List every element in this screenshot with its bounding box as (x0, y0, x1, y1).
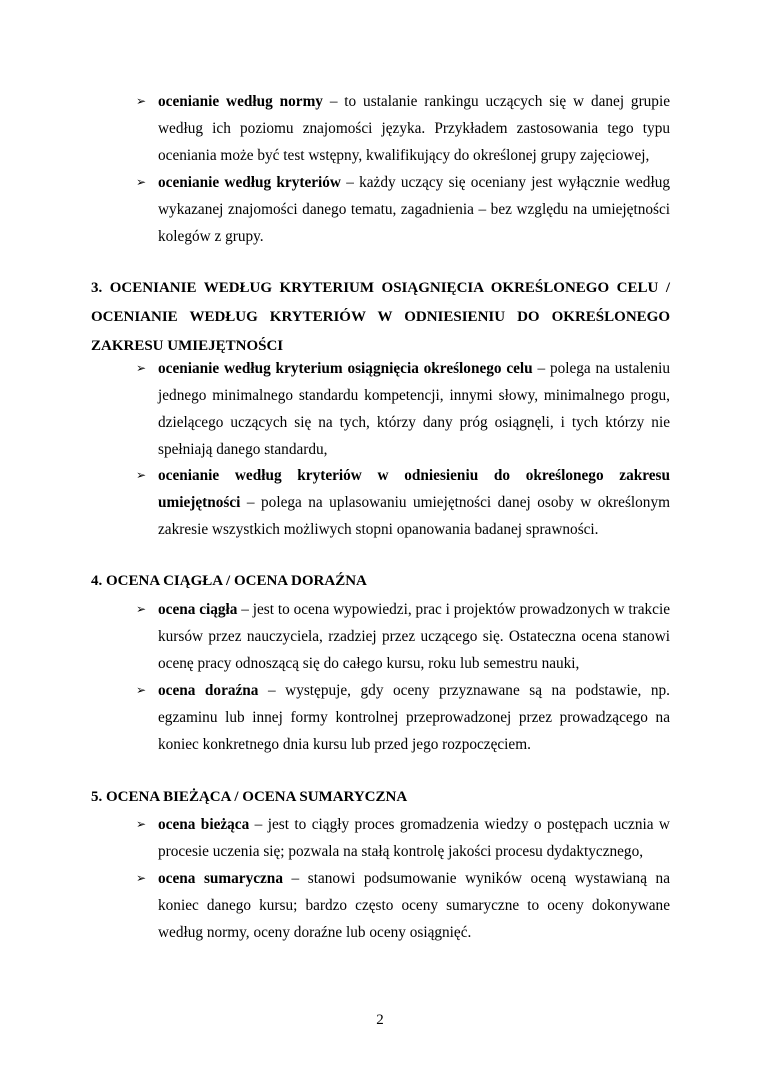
bullet-term: ocenianie według kryteriów (158, 174, 341, 191)
arrow-bullet-icon: ➢ (136, 94, 147, 108)
page-number: 2 (376, 1012, 384, 1028)
bullet-term: ocenianie według normy (158, 93, 323, 110)
bullet-current (136, 811, 670, 865)
arrow-bullet-icon: ➢ (136, 602, 147, 616)
bullet-text: – to ustalanie rankingu uczących się w danej grupie według ich poziomu znajomości języka. Przykładem zastosowania tego typu oceniania może być test wstępny, kwalifikujący do określonej grupy zajęciowej, (158, 93, 670, 164)
bullet-term: ocenianie według kryterium osiągnięcia określonego celu (158, 360, 533, 377)
bullet-term: ocena doraźna (158, 682, 259, 699)
arrow-bullet-icon: ➢ (136, 175, 147, 189)
bullet-criteria (136, 169, 670, 250)
bullet-norm (136, 88, 670, 169)
arrow-bullet-icon: ➢ (136, 468, 147, 482)
bullet-range-criteria (136, 462, 670, 543)
bullet-summative (136, 865, 670, 946)
arrow-bullet-icon: ➢ (136, 871, 147, 885)
section-4-heading: 4. OCENA CIĄGŁA / OCENA DORAŹNA (91, 573, 367, 589)
arrow-bullet-icon: ➢ (136, 683, 147, 697)
bullet-text: – jest to ocena wypowiedzi, prac i projektów prowadzonych w trakcie kursów przez nauczyciela, rzadziej przez uczącego się. Ostateczna ocena stanowi ocenę pracy odnoszącą się do całego kursu, roku lub semestru nauki, (158, 601, 670, 672)
bullet-text: – polega na uplasowaniu umiejętności danej osoby w określonym zakresie wszystkich możliwych stopni opanowania badanej sprawności. (158, 494, 670, 538)
arrow-bullet-icon: ➢ (136, 361, 147, 375)
bullet-goal-criterion (136, 355, 670, 463)
bullet-ad-hoc (136, 677, 670, 758)
bullet-text: – polega na ustaleniu jednego minimalnego standardu kompetencji, innymi słowy, minimalnego progu, dzielącego uczących się na tych, którzy dany próg osiągnęli, i tych którzy nie spełniają danego standardu, (158, 360, 670, 458)
bullet-term: ocena sumaryczna (158, 870, 283, 887)
bullet-text: – występuje, gdy oceny przyznawane są na podstawie, np. egzaminu lub innej formy kontrolnej przeprowadzonej przez prowadzącego na koniec konkretnego dnia kursu lub przed jego rozpoczęciem. (158, 682, 670, 753)
bullet-term: ocena bieżąca (158, 816, 250, 833)
bullet-text: – jest to ciągły proces gromadzenia wiedzy o postępach ucznia w procesie uczenia się; pozwala na stałą kontrolę jakości procesu dydaktycznego, (158, 816, 670, 860)
bullet-continuous (136, 596, 670, 677)
bullet-term: ocenianie według kryteriów w odniesieniu do określonego zakresu umiejętności (158, 467, 670, 511)
bullet-text: – stanowi podsumowanie wyników oceną wystawianą na koniec danego kursu; bardzo często oceny sumaryczne to oceny dokonywane według normy, oceny doraźne lub oceny osiągnięć. (158, 870, 670, 941)
section-5-heading: 5. OCENA BIEŻĄCA / OCENA SUMARYCZNA (91, 789, 408, 805)
arrow-bullet-icon: ➢ (136, 817, 147, 831)
bullet-text: – każdy uczący się oceniany jest wyłącznie według wykazanej znajomości danego tematu, zagadnienia – bez względu na umiejętności kolegów z grupy. (158, 174, 670, 245)
section-3-heading: 3. OCENIANIE WEDŁUG KRYTERIUM OSIĄGNIĘCIA OKREŚLONEGO CELU / OCENIANIE WEDŁUG KRYTERIÓW W ODNIESIENIU DO OKREŚLONEGO ZAKRESU UMIEJĘTNOŚCI (91, 280, 670, 354)
bullet-term: ocena ciągła (158, 601, 238, 618)
